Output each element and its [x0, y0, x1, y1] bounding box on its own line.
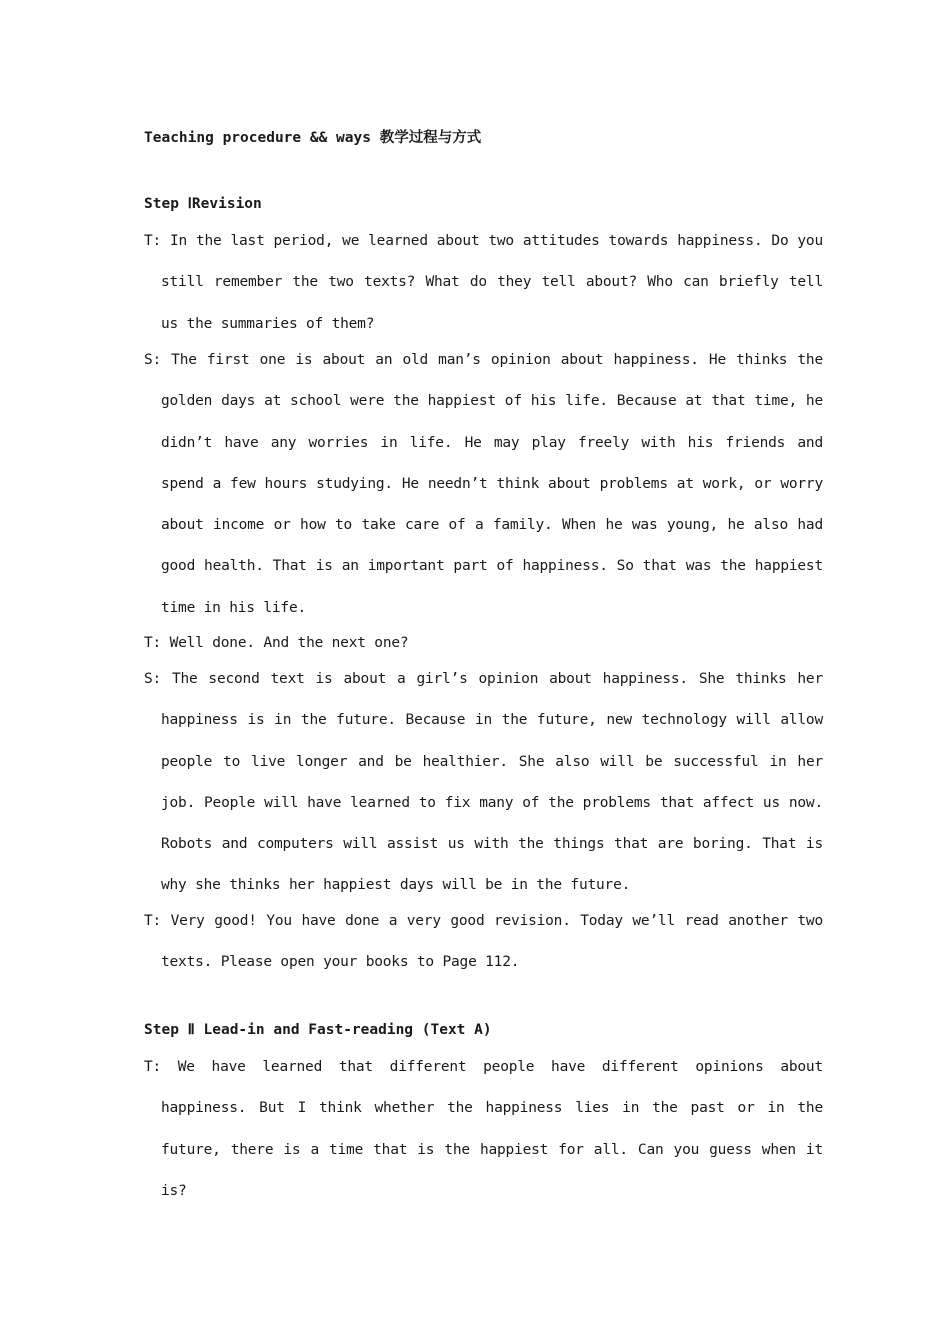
dialogue-paragraph: S: The second text is about a girl’s opinion about happiness. She thinks her happiness is in the future. Because in the future, new technology will allow people to live longer and be healthier. She also will be successful in her job. People will have learned to fix many of the problems that affect us now. Robots and computers will assist us with the things that are boring. That is why she thinks her happiest days will be in the future.	[144, 671, 823, 894]
dialogue-paragraph: T: In the last period, we learned about two attitudes towards happiness. Do you still remember the two texts? What do they tell about? Who can briefly tell us the summaries of them?	[144, 233, 823, 332]
dialogue-paragraph: T: We have learned that different people have different opinions about happiness. But I think whether the happiness lies in the past or in the future, there is a time that is the happiest for all. Can you guess when it is?	[144, 1059, 823, 1199]
dialogue-paragraph: S: The first one is about an old man’s opinion about happiness. He thinks the golden days at school were the happiest of his life. Because at that time, he didn’t have any worries in life. He may play freely with his friends and spend a few hours studying. He needn’t think about problems at work, or worry about income or how to take care of a family. When he was young, he also had good health. That is an important part of happiness. So that was the happiest time in his life.	[144, 352, 823, 616]
document-title: Teaching procedure && ways 教学过程与方式	[144, 130, 482, 146]
step-heading-lead-in: Step Ⅱ Lead-in and Fast-reading (Text A)	[144, 1022, 492, 1038]
dialogue-paragraph: T: Well done. And the next one?	[144, 635, 409, 651]
dialogue-paragraph: T: Very good! You have done a very good revision. Today we’ll read another two texts. Please open your books to Page 112.	[144, 913, 823, 971]
step-heading-revision: Step ⅠRevision	[144, 196, 262, 212]
